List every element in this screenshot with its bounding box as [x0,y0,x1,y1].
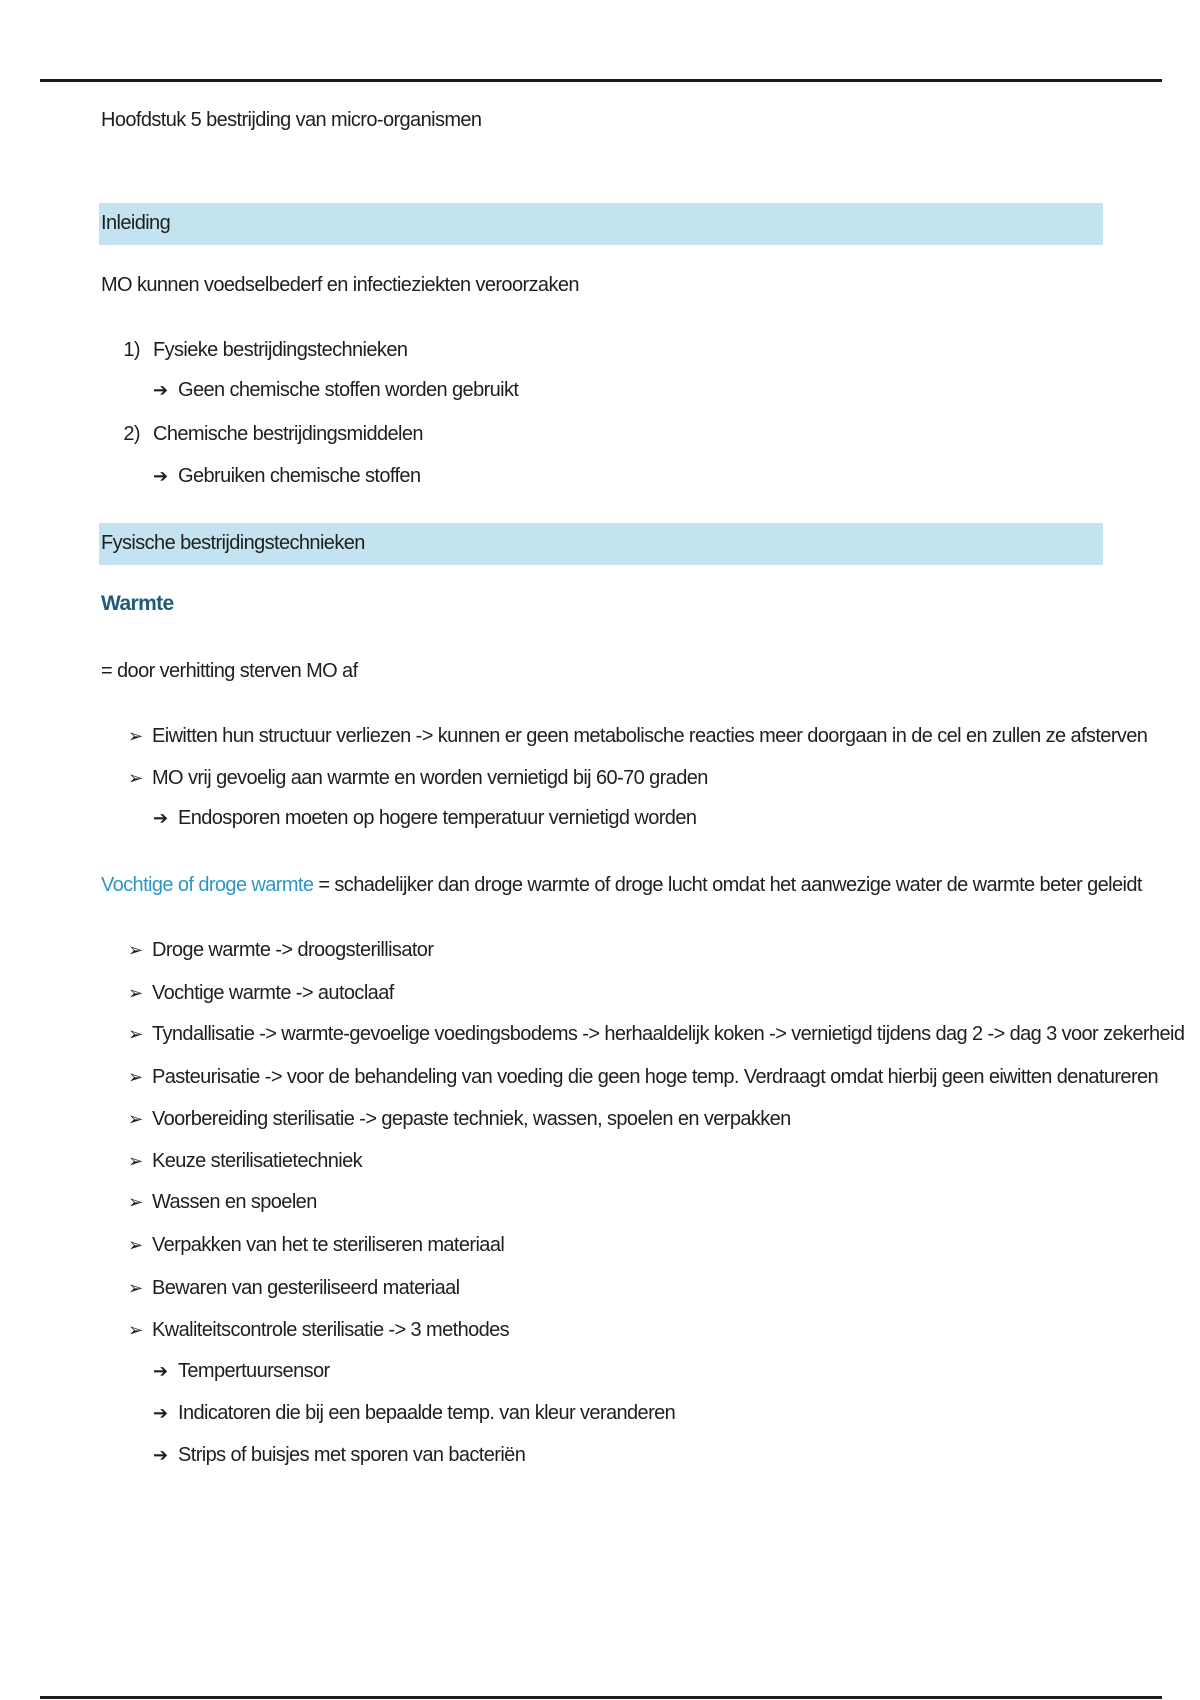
section-header-fysisch [99,523,1103,565]
item-number: 1) [123,339,140,361]
item-label: Fysieke bestrijdingstechnieken [153,339,408,361]
list-item-text: Indicatoren die bij een bepaalde temp. van kleur veranderen [178,1402,676,1424]
item-label: Chemische bestrijdingsmiddelen [153,423,423,445]
section-heading: Inleiding [101,212,171,234]
list-item-text: Pasteurisatie -> voor de behandeling van voeding die geen hoge temp. Verdraagt omdat hierbij geen eiwitten denatureren [152,1066,1159,1088]
list-item-text: Voorbereiding sterilisatie -> gepaste techniek, wassen, spoelen en verpakken [152,1108,791,1130]
arrow-icon: ➔ [153,466,168,486]
document-title: Hoofdstuk 5 bestrijding van micro-organismen [101,109,482,131]
top-divider [40,79,1162,82]
arrow-icon: ➔ [153,1445,168,1465]
list-item-text: Kwaliteitscontrole sterilisatie -> 3 methodes [152,1319,510,1341]
arrow-icon: ➔ [153,1361,168,1381]
item-sub: Geen chemische stoffen worden gebruikt [178,379,519,401]
bullet-icon: ➢ [128,726,143,746]
bullet-icon: ➢ [128,983,143,1003]
list-item-text: Keuze sterilisatietechniek [152,1150,363,1172]
list-item-text: Bewaren van gesteriliseerd materiaal [152,1277,460,1299]
bullet-icon: ➢ [128,1024,143,1044]
bullet-icon: ➢ [128,768,143,788]
inline-heading-vochtig: Vochtige of droge warmte [101,874,314,896]
list-item-text: Tyndallisatie -> warmte-gevoelige voedingsbodems -> herhaaldelijk koken -> vernietigd tijdens dag 2 -> dag 3 voor zekerheid [152,1023,1185,1045]
intro-paragraph: MO kunnen voedselbederf en infectieziekten veroorzaken [101,274,579,296]
list-item-text: Verpakken van het te steriliseren materiaal [152,1234,505,1256]
bullet-icon: ➢ [128,1067,143,1087]
list-item-text: Wassen en spoelen [152,1191,317,1213]
bottom-divider [40,1696,1162,1699]
arrow-icon: ➔ [153,1403,168,1423]
item-number: 2) [123,423,140,445]
arrow-icon: ➔ [153,380,168,400]
vochtig-paragraph [101,873,1142,897]
list-item-text: Tempertuursensor [178,1360,330,1382]
list-item-text: Vochtige warmte -> autoclaaf [152,982,394,1004]
bullet-icon: ➢ [128,1235,143,1255]
list-item-text: Strips of buisjes met sporen van bacteriën [178,1444,526,1466]
list-item-text: Droge warmte -> droogsterillisator [152,939,434,961]
bullet-icon: ➢ [128,1151,143,1171]
arrow-icon: ➔ [153,808,168,828]
list-item-text: MO vrij gevoelig aan warmte en worden vernietigd bij 60-70 graden [152,767,708,789]
list-item-text: Endosporen moeten op hogere temperatuur vernietigd worden [178,807,697,829]
subheading-warmte: Warmte [101,592,174,615]
warmte-definition: = door verhitting sterven MO af [101,660,358,682]
bullet-icon: ➢ [128,1278,143,1298]
section-header-inleiding [99,203,1103,245]
section-heading: Fysische bestrijdingstechnieken [101,532,365,554]
bullet-icon: ➢ [128,940,143,960]
list-item-text: Eiwitten hun structuur verliezen -> kunnen er geen metabolische reacties meer doorgaan in de cel en zullen ze afsterven [152,725,1148,747]
bullet-icon: ➢ [128,1320,143,1340]
bullet-icon: ➢ [128,1192,143,1212]
bullet-icon: ➢ [128,1109,143,1129]
vochtig-definition: = schadelijker dan droge warmte of droge lucht omdat het aanwezige water de warmte beter geleidt [313,874,1142,896]
item-sub: Gebruiken chemische stoffen [178,465,421,487]
